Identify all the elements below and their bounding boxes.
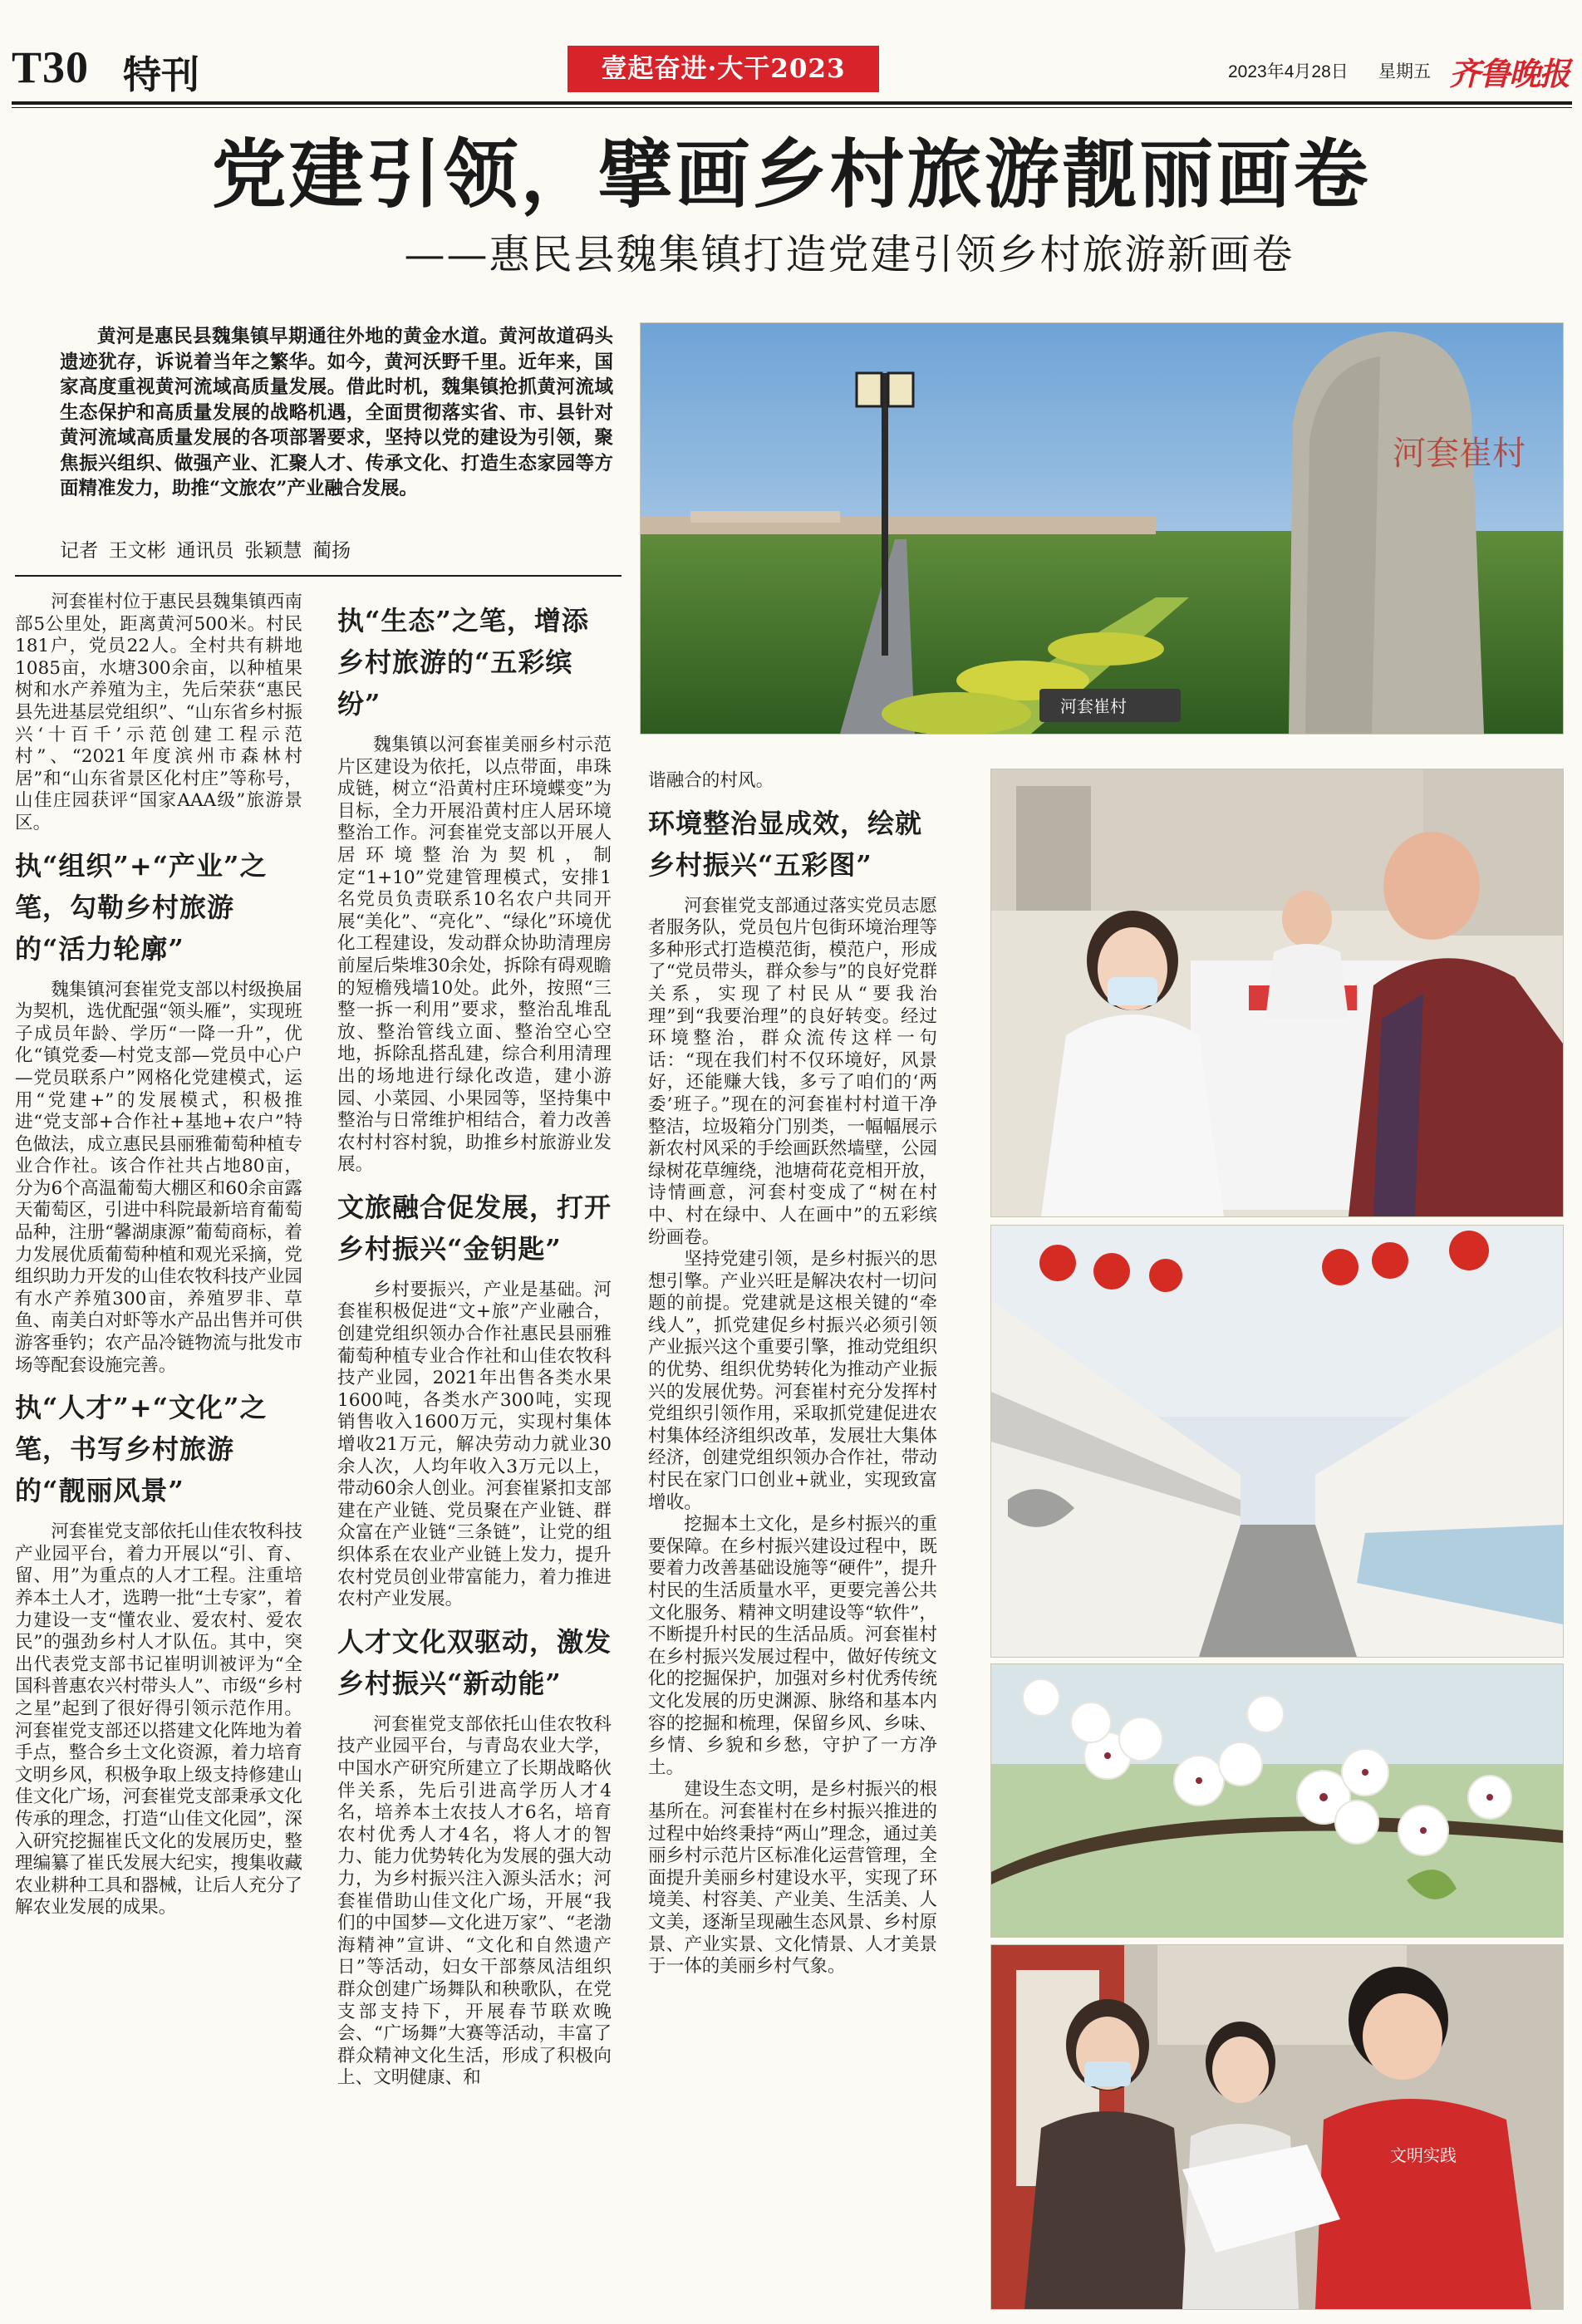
section-heading: 执“人才”+“文化”之笔，书写乡村旅游的“靓丽风景” [15, 1392, 268, 1507]
article-column-2 [337, 600, 612, 2090]
village-road-sign: 河套崔村 [1060, 696, 1127, 716]
paragraph: 建设生态文明，是乡村振兴的根基所在。河套崔村在乡村振兴推进的过程中始终秉持“两山”理念，通过美丽乡村示范片区标准化运营管理，全面提升美丽乡村建设水平，实现了环境美、村容美、产业美、生活美、人文美，逐渐呈现融生态风景、乡村原景、产业实景、文化情景、人才美景于一体的美丽乡村气象。 [648, 1779, 937, 1978]
article-column-3 [648, 770, 937, 1978]
section-heading: 环境整治显成效，绘就乡村振兴“五彩图” [648, 807, 923, 881]
paragraph: 河套崔村位于惠民县魏集镇西南部5公里处，距离黄河500米。村民181户，党员22人。全村共有耕地1085亩，水塘300余亩，以种植果树和水产养殖为主，先后荣获“惠民县先进基层党组织”、“山东省乡村振兴‘十百千’示范创建工程示范村”、“2021年度滨州市森林村居”和“山东省景区化村庄”等称号，山佳庄园获评“国家AAA级”旅游景区。 [15, 592, 302, 833]
paragraph: 乡村要振兴，产业是基础。河套崔积极促进“文+旅”产业融合，创建党组织领办合作社惠民县丽雅葡萄种植专业合作社和山佳农牧科技产业园，2021年出售各类水果1600吨，各类水产300吨，实现销售收入1600万元，实现村集体增收21万元，解决劳动力就业30余人次，人均年收入3万元以上，带动60余人创业。河套崔紧扣支部建在产业链、党员聚在产业链、群众富在产业链“三条链”，让党的组织体系在农业产业链上发力，提升农村党员创业带富能力，着力推进农村产业发展。 [337, 1279, 612, 1610]
byline: 记者 王文彬 通讯员 张颖慧 蔺扬 [60, 539, 351, 561]
photo-village-road-stone [640, 322, 1564, 735]
paragraph: 河套崔党支部依托山佳农牧科技产业园平台，与青岛农业大学，中国水产研究所建立了长期战略伙伴关系，先后引进高学历人才4名，培养本土农技人才6名，培育农村优秀人才4名，将人才的智力、能力优势转化为发展的强大动力，为乡村振兴注入源头活水；河套崔借助山佳文化广场，开展“我们的中国梦—文化进万家”、“老渤海精神”宣讲、“文化和自然遗产日”等活动，妇女干部蔡凤洁组织群众创建广场舞队和秧歌队，在党支部支持下，开展春节联欢晚会、“广场舞”大赛等活动，丰富了群众精神文化生活，形成了积极向上、文明健康、和 [337, 1713, 612, 2089]
paragraph-continued: 谐融合的村风。 [648, 770, 774, 791]
section-heading: 执“生态”之笔，增添乡村旅游的“五彩缤纷” [337, 605, 589, 720]
newspaper-logo: 齐鲁晚报 [1449, 55, 1570, 92]
photo-volunteer-reading [990, 1944, 1564, 2310]
paragraph: 魏集镇以河套崔美丽乡村示范片区建设为依托，以点带面，串珠成链，树立“沿黄村庄环境蝶变”为目标，全力开展沿黄村庄人居环境整治工作。河套崔党支部以开展人居环境整治为契机，制定“1+10”党建管理模式，安排1名党员负责联系10名农户共同开展“美化”、“亮化”、“绿化”环境优化工程建设，发动群众协助清理房前屋后柴堆30余处，拆除有碍观瞻的短檐残墙10处。此外，按照“三整一拆一利用”要求，整治乱堆乱放、整治管线立面、整治空心空地，拆除乱搭乱建，综合利用清理出的场地进行绿化改造，建小游园、小菜园、小果园等，坚持集中整治与日常维护相结合，着力改善农村村容村貌，助推乡村旅游业发展。 [337, 735, 612, 1176]
paragraph: 河套崔党支部依托山佳农牧科技产业园平台，着力开展以“引、育、留、用”为重点的人才工程。注重培养本土人才，选聘一批“土专家”，着力建设一支“懂农业、爱农村、爱农民”的强劲乡村人才队伍。其中，突出代表党支部书记崔明训被评为“全国科普惠农兴村带头人”、市级“乡村之星”起到了很好得引领示范作用。河套崔党支部还以搭建文化阵地为着手点，整合乡土文化资源，着力培育文明乡风，积极争取上级支持修建山佳文化广场，河套崔党支部秉承文化传承的理念，打造“山佳文化园”，深入研究挖掘崔氏文化的发展历史，整理编纂了崔氏发展大纪实，搜集收藏农业耕种工具和器械，让后人充分了解农业发展的成果。 [15, 1521, 302, 1919]
issue-date: 2023年4月28日 [1228, 62, 1349, 81]
stone-char-1: 河套崔村 [1393, 435, 1526, 473]
paragraph: 坚持党建引领，是乡村振兴的思想引擎。产业兴旺是解决农村一切问题的前提。党建就是这根关键的“牵线人”，抓党建促乡村振兴必须引领产业振兴这个重要引擎，推动党组织的优势、组织优势转化为推动产业振兴的发展优势。河套崔村充分发挥村党组织引领作用，采取抓党建促进农村集体经济组织改革，发展壮大集体经济，创建党组织领办合作社，带动村民在家门口创业+就业，实现致富增收。 [648, 1249, 937, 1513]
section-name: 特刊 [123, 52, 199, 97]
subheadline: ——惠民县魏集镇打造党建引领乡村旅游新画卷 [404, 231, 1295, 278]
masthead-rule-thin [12, 107, 1572, 108]
photo-village-street-lanterns [990, 1225, 1564, 1658]
intro-paragraph: 黄河是惠民县魏集镇早期通往外地的黄金水道。黄河故道码头遗迹犹存，诉说着当年之繁华。如今，黄河沃野千里。近年来，国家高度重视黄河流域高质量发展。借此时机，魏集镇抢抓黄河流域生态保护和高质量发展的战略机遇，全面贯彻落实省、市、县针对黄河流域高质量发展的各项部署要求，坚持以党的建设为引领，聚焦振兴组织、做强产业、汇聚人才、传承文化、打造生态家园等方面精准发力，助推“文旅农”产业融合发展。 [60, 326, 613, 499]
section-heading: 人才文化双驱动，激发乡村振兴“新动能” [337, 1625, 612, 1699]
photo-pear-blossoms [990, 1663, 1564, 1938]
photo-health-volunteers [990, 769, 1564, 1217]
section-banner: 壹起奋进·大干2023 [567, 46, 879, 92]
issue-weekday: 星期五 [1378, 62, 1431, 81]
paragraph: 魏集镇河套崔党支部以村级换届为契机，选优配强“领头雁”，实现班子成员年龄、学历“一降一升”，优化“镇党委—村党支部—党员中心户—党员联系户”网格化党建模式，运用“党建+”的发展模式，积极推进“党支部+合作社+基地+农户”特色做法，成立惠民县丽雅葡萄种植专业合作社。该合作社共占地80亩，分为6个高温葡萄大棚区和60余亩露天葡萄区，引进中科院最新培育葡萄品种，注册“馨湖康源”葡萄商标，着力发展优质葡萄种植和观光采摘，党组织助力开发的山佳农牧科技产业园有水产养殖300亩，养殖罗非、草鱼、南美白对虾等水产品出售并可供游客垂钓；农产品冷链物流与批发市场等配套设施完善。 [15, 979, 302, 1376]
headline: 党建引领，擘画乡村旅游靓丽画卷 [211, 130, 1371, 219]
masthead-rule [12, 101, 1572, 105]
paragraph: 挖掘本土文化，是乡村振兴的重要保障。在乡村振兴建设过程中，既要着力改善基础设施等“硬件”，提升村民的生活质量水平，更要完善公共文化服务、精神文明建设等“软件”，不断提升村民的生活品质。河套崔村在乡村振兴发展过程中，做好传统文化的挖掘保护，加强对乡村优秀传统文化发展的历史渊源、脉络和基本内容的挖掘和梳理，保留乡风、乡味、乡情、乡貌和乡愁，守护了一方净土。 [648, 1514, 937, 1778]
section-heading: 文旅融合促发展，打开乡村振兴“金钥匙” [337, 1191, 612, 1265]
article-column-1 [15, 592, 302, 1919]
vest-text: 文明实践 [1390, 2145, 1457, 2165]
section-heading: 执“组织”+“产业”之笔，勾勒乡村旅游的“活力轮廓” [15, 849, 268, 965]
paragraph: 河套崔党支部通过落实党员志愿者服务队，党员包片包街环境治理等多种形式打造模范街，模范户，形成了“党员带头，群众参与”的良好党群关系，实现了村民从“要我治理”到“我要治理”的良好转变。经过环境整治，群众流传这样一句话：“现在我们村不仅环境好，风景好，还能赚大钱，多亏了咱们的‘两委’班子。”现在的河套崔村村道干净整洁，垃圾箱分门别类，一幅幅展示新农村风采的手绘画跃然墙壁，公园绿树花草缠绕，池塘荷花竞相开放，诗情画意，河套村变成了“树在村中、村在绿中、人在画中”的五彩缤纷画卷。 [648, 895, 937, 1248]
page-number: T30 [12, 42, 90, 92]
intro-rule [15, 575, 622, 577]
